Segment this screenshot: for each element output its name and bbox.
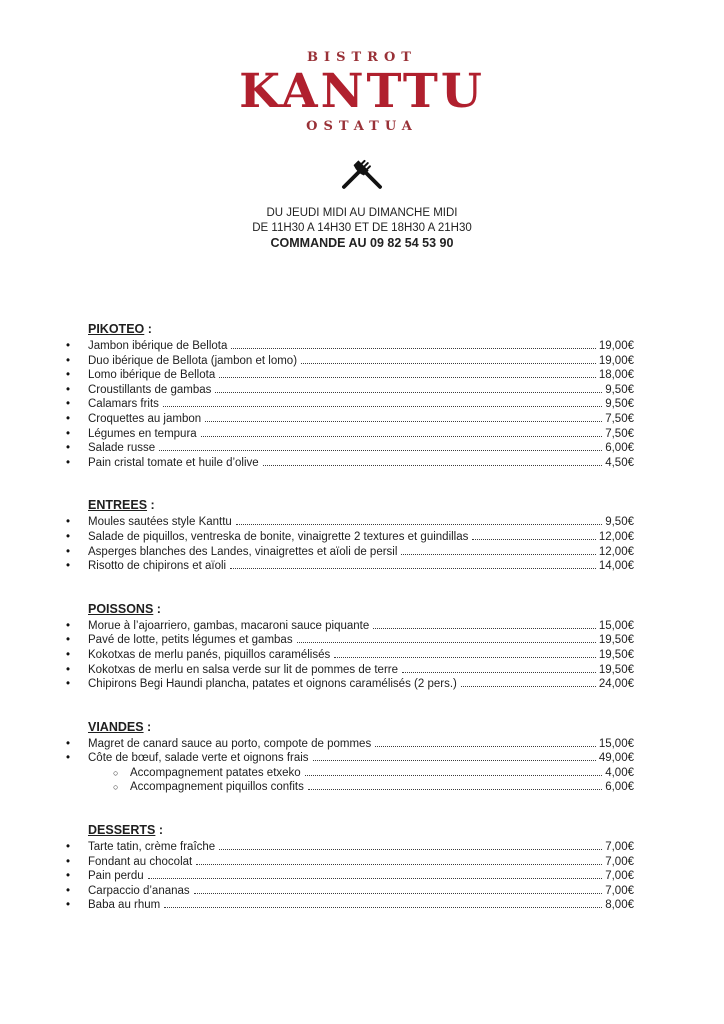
item-name: Moules sautées style Kanttu: [88, 516, 232, 529]
item-name: Pavé de lotte, petits légumes et gambas: [88, 634, 293, 647]
dots-leader: [402, 672, 596, 673]
dots-leader: [205, 421, 602, 422]
dots-leader: [375, 746, 596, 747]
menu-item-row: [0, 766, 634, 781]
item-name: Légumes en tempura: [88, 427, 197, 440]
menu-item-row: [0, 869, 634, 884]
item-price: 7,00€: [605, 855, 634, 868]
dots-leader: [159, 450, 602, 451]
item-name: Chipirons Begi Haundi plancha, patates et oignons caramélisés (2 pers.): [88, 678, 457, 691]
item-price: 15,00€: [598, 619, 634, 632]
item-name: Magret de canard sauce au porto, compote de pommes: [88, 737, 372, 750]
fork-knife-icon: [0, 154, 724, 196]
section-title: [88, 719, 634, 735]
menu-section-poissons: [0, 601, 634, 692]
bullet-icon: •: [66, 634, 71, 647]
dots-leader: [301, 363, 596, 364]
item-name: Salade de piquillos, ventreska de bonite, vinaigrette 2 textures et guindillas: [88, 530, 469, 543]
dots-leader: [373, 628, 596, 629]
menu-item-row: [0, 840, 634, 855]
bullet-icon: •: [66, 884, 71, 897]
bullet-icon: •: [66, 752, 71, 765]
item-price: 12,00€: [598, 530, 634, 543]
dots-leader: [236, 524, 602, 525]
sub-bullet-icon: ○: [113, 767, 119, 778]
item-price: 9,50€: [605, 398, 634, 411]
item-price: 19,00€: [598, 340, 634, 352]
menu-item-row: [0, 368, 634, 383]
bullet-icon: •: [66, 663, 71, 676]
bullet-icon: •: [66, 340, 71, 352]
dots-leader: [163, 406, 602, 407]
bullet-icon: •: [66, 737, 71, 750]
item-price: 9,50€: [605, 383, 634, 396]
item-name: Accompagnement piquillos confits: [130, 781, 304, 794]
logo-kanttu-wordmark: KANTTU: [239, 64, 485, 119]
item-price: 7,00€: [605, 841, 634, 854]
item-price: 4,00€: [605, 766, 634, 779]
item-name: Risotto de chipirons et aïoli: [88, 560, 227, 573]
dots-leader: [334, 657, 596, 658]
menu-item-row: [0, 737, 634, 752]
dots-leader: [215, 392, 602, 393]
item-price: 8,00€: [605, 899, 634, 912]
section-title-text: ENTREES: [88, 498, 148, 513]
menu-item-row: [0, 898, 634, 913]
bullet-icon: •: [66, 412, 71, 425]
section-title-suffix: :: [153, 601, 161, 616]
item-price: 19,50€: [598, 634, 634, 647]
menu-item-row: [0, 441, 634, 456]
item-price: 9,50€: [605, 516, 634, 529]
item-name: Kokotxas de merlu panés, piquillos caramélisés: [88, 648, 331, 661]
item-name: Kokotxas de merlu en salsa verde sur lit de pommes de terre: [88, 663, 399, 676]
menu-item-row: [0, 339, 634, 354]
bullet-icon: •: [66, 427, 71, 440]
menu-item-row: [0, 456, 634, 471]
dots-leader: [297, 642, 596, 643]
section-title: [88, 497, 634, 513]
bullet-icon: •: [66, 456, 71, 469]
dots-leader: [263, 465, 603, 466]
item-price: 12,00€: [598, 545, 634, 558]
bullet-icon: •: [66, 383, 71, 396]
sub-bullet-icon: ○: [113, 782, 119, 793]
item-price: 49,00€: [598, 752, 634, 765]
bullet-icon: •: [66, 398, 71, 411]
menu-item-row: [0, 559, 634, 574]
menu-item-row: [0, 751, 634, 766]
menu-item-row: [0, 633, 634, 648]
restaurant-header: [0, 0, 724, 251]
bullet-icon: •: [66, 678, 71, 691]
section-title-text: VIANDES: [88, 719, 144, 734]
item-price: 19,50€: [598, 663, 634, 676]
section-title-text: PIKOTEO: [88, 322, 145, 336]
item-price: 14,00€: [598, 560, 634, 573]
menu-item-row: [0, 619, 634, 634]
item-price: 7,00€: [605, 870, 634, 883]
item-price: 7,50€: [605, 427, 634, 440]
logo-ostatua-text: OSTATUA: [306, 119, 418, 134]
bullet-icon: •: [66, 899, 71, 912]
section-title-suffix: :: [144, 322, 152, 336]
bullet-icon: •: [66, 841, 71, 854]
item-name: Croquettes au jambon: [88, 412, 202, 425]
dots-leader: [461, 686, 596, 687]
item-price: 19,50€: [598, 648, 634, 661]
dots-leader: [194, 893, 603, 894]
section-title: [88, 822, 634, 838]
section-title-text: DESSERTS: [88, 823, 156, 838]
menu-item-row: [0, 884, 634, 899]
menu-item-row: [0, 780, 634, 795]
bullet-icon: •: [66, 516, 71, 529]
dots-leader: [196, 864, 602, 865]
section-title-suffix: :: [155, 823, 164, 838]
menu-section-viandes: [0, 719, 634, 795]
dots-leader: [201, 436, 603, 437]
bullet-icon: •: [66, 354, 71, 367]
item-name: Côte de bœuf, salade verte et oignons frais: [88, 752, 309, 765]
item-name: Croustillants de gambas: [88, 383, 212, 396]
menu-item-row: [0, 545, 634, 560]
item-price: 24,00€: [598, 678, 634, 691]
dots-leader: [231, 348, 595, 349]
bullet-icon: •: [66, 870, 71, 883]
menu-item-row: [0, 354, 634, 369]
menu-item-row: [0, 412, 634, 427]
dots-leader: [313, 760, 596, 761]
dots-leader: [401, 554, 595, 555]
menu-item-row: [0, 855, 634, 870]
section-title-suffix: :: [143, 719, 152, 734]
item-price: 6,00€: [605, 442, 634, 455]
menu-sections: [0, 321, 724, 913]
item-name: Carpaccio d’ananas: [88, 884, 190, 897]
item-price: 6,00€: [605, 781, 634, 794]
bullet-icon: •: [66, 855, 71, 868]
item-price: 19,00€: [598, 354, 634, 367]
menu-item-row: [0, 677, 634, 692]
dots-leader: [148, 878, 603, 879]
menu-item-row: [0, 663, 634, 678]
dots-leader: [164, 907, 602, 908]
item-name: Pain perdu: [88, 870, 144, 883]
section-title-text: POISSONS: [88, 601, 154, 616]
item-price: 7,50€: [605, 412, 634, 425]
item-name: Morue à l’ajoarriero, gambas, macaroni sauce piquante: [88, 619, 370, 632]
menu-item-row: [0, 383, 634, 398]
item-name: Calamars frits: [88, 398, 159, 411]
menu-item-row: [0, 515, 634, 530]
menu-section-entrees: [0, 497, 634, 573]
item-name: Baba au rhum: [88, 899, 161, 912]
item-name: Tarte tatin, crème fraîche: [88, 841, 216, 854]
menu-section-desserts: [0, 822, 634, 913]
opening-hours-block: [0, 206, 724, 251]
menu-item-row: [0, 530, 634, 545]
logo-bistrot-text: BISTROT: [307, 50, 417, 65]
item-name: Asperges blanches des Landes, vinaigrettes et aïoli de persil: [88, 545, 398, 558]
item-name: Accompagnement patates etxeko: [130, 766, 301, 779]
dots-leader: [219, 849, 602, 850]
dots-leader: [230, 568, 596, 569]
item-name: Jambon ibérique de Bellota: [88, 340, 228, 352]
dots-leader: [308, 789, 602, 790]
order-phone-line: COMMANDE AU 09 82 54 53 90: [270, 236, 454, 250]
menu-item-row: [0, 648, 634, 663]
menu-section-pikoteo: [0, 321, 634, 470]
bullet-icon: •: [66, 442, 71, 455]
item-name: Duo ibérique de Bellota (jambon et lomo): [88, 354, 298, 367]
section-title: [88, 321, 634, 337]
dots-leader: [305, 775, 603, 776]
dots-leader: [472, 539, 595, 540]
bullet-icon: •: [66, 530, 71, 543]
menu-item-row: [0, 397, 634, 412]
bullet-icon: •: [66, 545, 71, 558]
item-name: Pain cristal tomate et huile d’olive: [88, 456, 259, 469]
item-price: 7,00€: [605, 884, 634, 897]
bullet-icon: •: [66, 619, 71, 632]
bullet-icon: •: [66, 648, 71, 661]
item-name: Lomo ibérique de Bellota: [88, 369, 216, 382]
menu-item-row: [0, 427, 634, 442]
item-name: Salade russe: [88, 442, 156, 455]
bullet-icon: •: [66, 369, 71, 382]
item-price: 4,50€: [605, 456, 634, 469]
bullet-icon: •: [66, 560, 71, 573]
section-title: [88, 601, 634, 617]
opening-times-line: DE 11H30 A 14H30 ET DE 18H30 A 21H30: [252, 222, 472, 234]
section-title-suffix: :: [147, 498, 155, 513]
item-name: Fondant au chocolat: [88, 855, 193, 868]
dots-leader: [219, 377, 596, 378]
opening-days-line: DU JEUDI MIDI AU DIMANCHE MIDI: [266, 207, 458, 219]
item-price: 15,00€: [598, 737, 634, 750]
item-price: 18,00€: [598, 369, 634, 382]
